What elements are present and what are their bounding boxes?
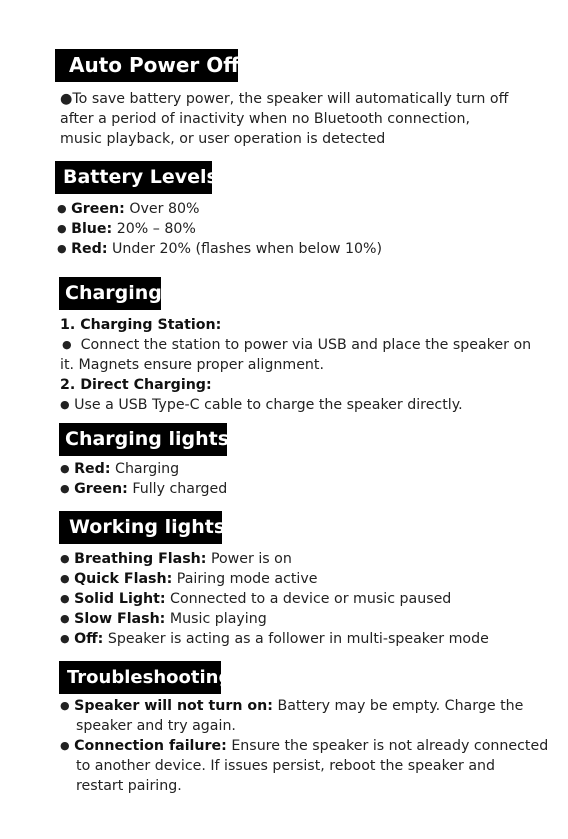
troubleshooting-item-connection-cont-1: to another device. If issues persist, reboot the speaker and: [76, 758, 496, 774]
troubleshooting-item-connection-cont-2: restart pairing.: [76, 778, 182, 794]
auto-power-off-line-1: ●To save battery power, the speaker will automatically turn off: [60, 91, 509, 107]
charging-station-line-1: ● Connect the station to power via USB and place the speaker on: [62, 337, 532, 353]
troubleshooting-item-no-power: ● Speaker will not turn on: Battery may be empty. Charge the: [60, 698, 524, 714]
troubleshooting-item-no-power-cont: speaker and try again.: [76, 718, 236, 734]
bullet-icon: ●: [57, 202, 67, 215]
bullet-icon: ●: [62, 338, 72, 351]
auto-power-off-line-3: music playback, or user operation is detected: [60, 131, 386, 147]
section-title-battery-levels: Battery Levels: [55, 161, 212, 194]
charging-light-red: ● Red: Charging: [60, 461, 180, 477]
charging-station-heading: 1. Charging Station:: [60, 317, 222, 333]
bullet-icon: ●: [57, 222, 67, 235]
bullet-icon: ●: [60, 482, 70, 495]
battery-item-red: ● Red: Under 20% (flashes when below 10%): [57, 241, 383, 257]
section-title-charging-lights: Charging lights: [59, 423, 227, 456]
bullet-icon: ●: [60, 739, 70, 752]
working-light-off: ● Off: Speaker is acting as a follower in multi-speaker mode: [60, 631, 489, 647]
auto-power-off-line-2: after a period of inactivity when no Bluetooth connection,: [60, 111, 470, 127]
bullet-icon: ●: [60, 572, 70, 585]
section-title-troubleshooting: Troubleshooting: [59, 661, 221, 694]
bullet-icon: ●: [60, 592, 70, 605]
section-title-charging: Charging: [59, 277, 161, 310]
working-light-solid: ● Solid Light: Connected to a device or music paused: [60, 591, 452, 607]
battery-item-blue: ● Blue: 20% – 80%: [57, 221, 196, 237]
bullet-icon: ●: [60, 699, 70, 712]
bullet-icon: ●: [57, 242, 67, 255]
bullet-icon: ●: [60, 612, 70, 625]
direct-charging-heading: 2. Direct Charging:: [60, 377, 212, 393]
charging-station-line-2: it. Magnets ensure proper alignment.: [60, 357, 324, 373]
working-light-quick: ● Quick Flash: Pairing mode active: [60, 571, 318, 587]
section-title-working-lights: Working lights: [59, 511, 222, 544]
bullet-icon: ●: [60, 632, 70, 645]
troubleshooting-item-connection: ● Connection failure: Ensure the speaker is not already connected: [60, 738, 549, 754]
bullet-icon: ●: [60, 462, 70, 475]
charging-light-green: ● Green: Fully charged: [60, 481, 228, 497]
section-title-auto-power-off: Auto Power Off: [55, 49, 238, 82]
bullet-icon: ●: [60, 552, 70, 565]
working-light-breathing: ● Breathing Flash: Power is on: [60, 551, 292, 567]
working-light-slow: ● Slow Flash: Music playing: [60, 611, 267, 627]
battery-item-green: ● Green: Over 80%: [57, 201, 200, 217]
direct-charging-line: ● Use a USB Type-C cable to charge the speaker directly.: [60, 397, 463, 413]
bullet-icon: ●: [60, 398, 70, 411]
